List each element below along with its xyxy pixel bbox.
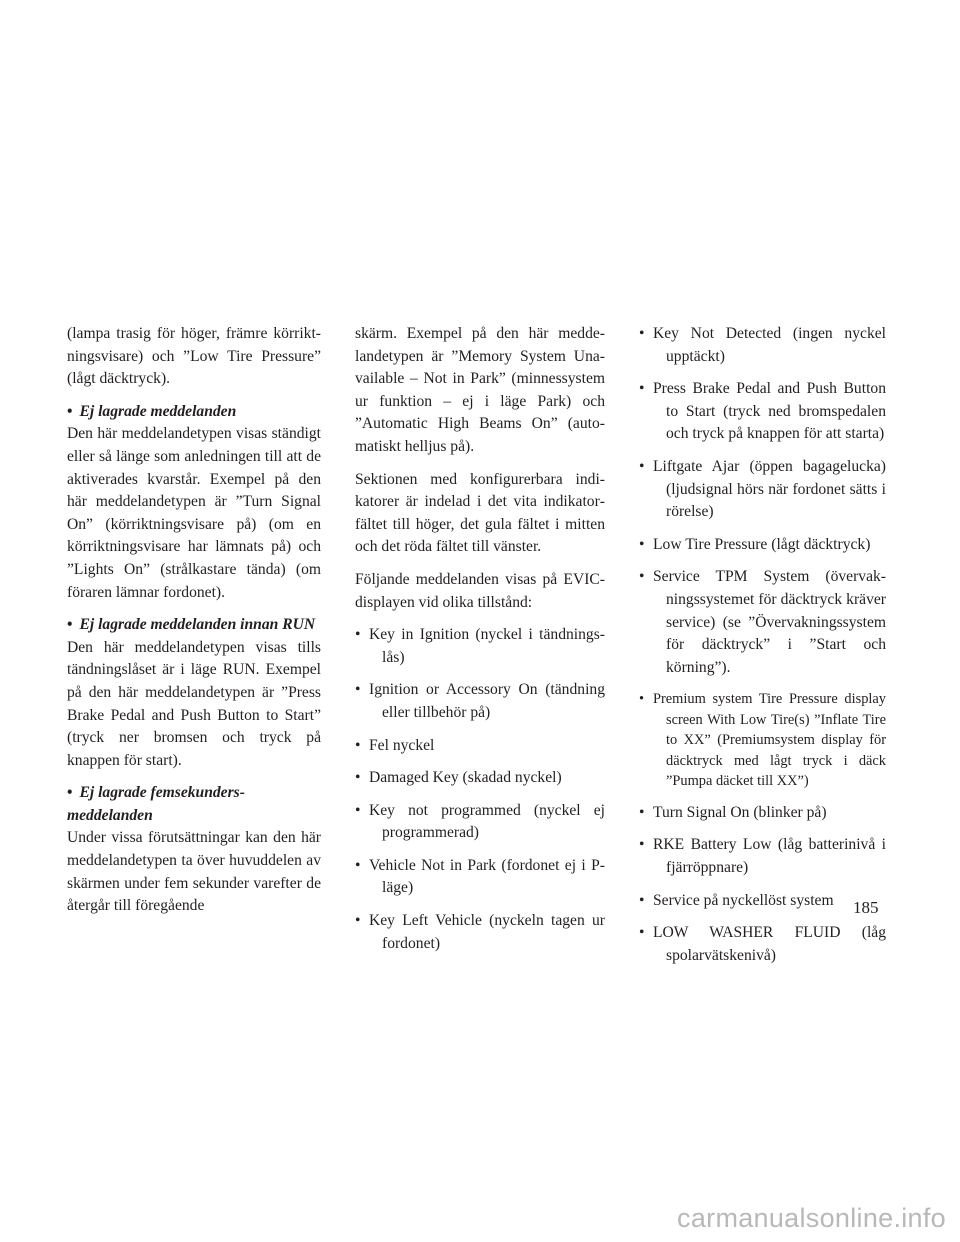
list-item: • Key not programmed (nyckel ej programmerad) xyxy=(355,801,605,842)
intro-paragraph: (lampa trasig för höger, främre körriktningsvisare) och ”Low Tire Pressure” (lågt däcktryck). xyxy=(67,325,321,388)
page-number: 185 xyxy=(853,898,879,917)
section-heading: • Ej lagrade femsekundersmeddelanden xyxy=(67,784,245,824)
section-body: Den här meddelandetypen visas ständigt eller så länge som anledningen till att de aktiverades kvarstår. Exempel på den här meddelandetypen är ”Turn Signal On” (körriktningsvisare på) (om en körriktningsvisare har lämnats på) och ”Lights On” (strålkastare tända) (om föraren lämnar fordonet). xyxy=(67,425,321,601)
message-list xyxy=(355,624,605,955)
list-item: • Ignition or Accessory On (tändning eller tillbehör på) xyxy=(355,681,605,721)
list-item: • Press Brake Pedal and Push Button to Start (tryck ned bromspedalen och tryck på knappen för att starta) xyxy=(639,380,886,443)
bullet: • xyxy=(67,402,73,420)
list-item: • LOW WASHER FLUID (låg spolarvätskenivå) xyxy=(639,924,886,964)
section-heading: • Ej lagrade meddelanden xyxy=(67,402,237,420)
list-item: • Key in Ignition (nyckel i tändningslås) xyxy=(355,626,605,666)
continued-paragraph: skärm. Exempel på den här meddelandetypen är ”Memory System Unavailable – Not in Park” (minnessystem ur funktion – ej i läge Park) och ”Automatic High Beams On” (automatiskt helljus på). xyxy=(355,325,605,455)
column-right xyxy=(639,323,886,977)
message-list xyxy=(639,323,886,967)
list-item: • RKE Battery Low (låg batterinivå i fjärröppnare) xyxy=(639,836,886,876)
list-item: • Service på nyckellöst system xyxy=(639,891,834,909)
list-item: • Liftgate Ajar (öppen bagagelucka) (ljudsignal hörs när fordonet sätts i rörelse) xyxy=(639,457,886,521)
bullet: • xyxy=(67,616,73,634)
paragraph: Följande meddelanden visas på EVIC-displayen vid olika tillstånd: xyxy=(355,570,605,611)
column-left xyxy=(67,323,321,928)
list-item: • Premium system Tire Pressure display screen With Low Tire(s) ”Inflate Tire to XX” (Premiumsystem display för däcktryck med lågt tryck i däck ”Pumpa däcket till XX”) xyxy=(639,691,886,790)
paragraph: Sektionen med konfigurerbara indikatorer är indelad i det vita indikatorfältet till höger, det gula fältet i mitten och det röda fältet till vänster. xyxy=(355,470,605,556)
list-item: • Service TPM System (övervakningssystemet för däcktryck kräver service) (se ”Övervakningssystem för däcktryck” i ”Start och körning”). xyxy=(639,568,886,676)
list-item: • Key Not Detected (ingen nyckel upptäckt) xyxy=(639,325,886,365)
list-item: • Low Tire Pressure (lågt däcktryck) xyxy=(639,535,871,553)
list-item: • Turn Signal On (blinker på) xyxy=(639,803,827,821)
bullet: • xyxy=(67,784,73,802)
list-item: • Fel nyckel xyxy=(355,736,435,754)
section-heading: • Ej lagrade meddelanden innan RUN xyxy=(67,616,316,634)
section-body: Under vissa förutsättningar kan den här meddelandetypen ta över huvuddelen av skärmen under fem sekunder varefter de återgår till föregående xyxy=(67,829,321,915)
watermark: carmanualsonline.info xyxy=(677,1203,946,1233)
list-item: • Damaged Key (skadad nyckel) xyxy=(355,769,562,787)
list-item: • Vehicle Not in Park (fordonet ej i P-läge) xyxy=(355,856,605,897)
section-body: Den här meddelandetypen visas tills tändningslåset är i läge RUN. Exempel på den här meddelandetypen är ”Press Brake Pedal and Push Button to Start” (tryck ner bromsen och tryck på knappen för start). xyxy=(67,638,321,769)
list-item: • Key Left Vehicle (nyckeln tagen ur fordonet) xyxy=(355,912,605,952)
column-middle xyxy=(355,323,605,965)
